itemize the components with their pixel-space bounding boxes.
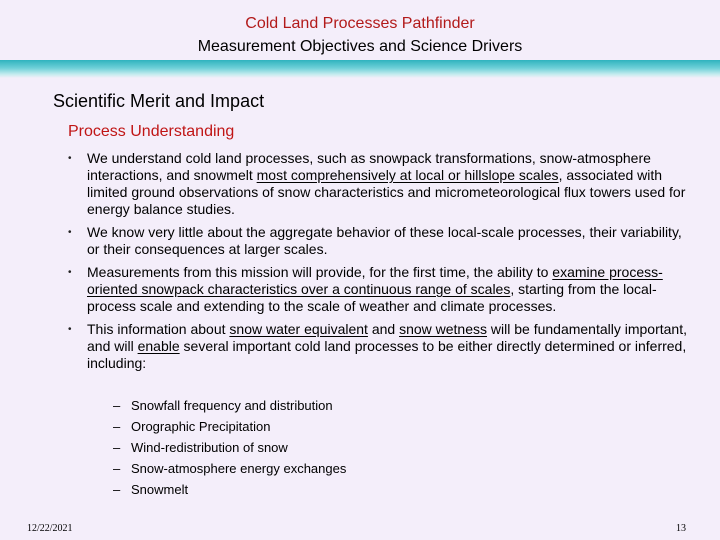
bullet-text: several important cold land processes to be either directly determined or inferred, including: (87, 338, 687, 371)
bullet-text: Measurements from this mission will provide, for the first time, the ability to (87, 264, 553, 280)
sub-bullet-list (113, 397, 347, 502)
bullet-item (68, 321, 694, 372)
bullet-text: This information about (87, 321, 230, 337)
dash-marker-icon: – (113, 398, 121, 413)
bullet-text: will be fundamentally important, and will (87, 321, 688, 354)
bullet-text: and (367, 321, 400, 337)
page-number: 13 (676, 523, 686, 534)
sub-bullet-item (113, 397, 346, 418)
bullet-marker-icon: • (68, 227, 72, 238)
sub-bullet-item (113, 439, 346, 460)
slide-title: Cold Land Processes Pathfinder (245, 15, 475, 32)
bullet-text: We understand cold land processes, such as snowpack transformations, snow-atmosphere interactions, and snowmelt (87, 150, 651, 183)
dash-marker-icon: – (113, 419, 121, 434)
subsection-heading: Process Understanding (68, 123, 235, 140)
dash-marker-icon: – (113, 482, 121, 497)
sub-bullet-item (113, 418, 346, 439)
slide-subtitle: Measurement Objectives and Science Drivers (197, 38, 523, 55)
sub-bullet-text: Wind-redistribution of snow (131, 440, 288, 455)
header-divider-band (0, 60, 720, 78)
underlined-text: examine process-oriented snowpack characteristics over a continuous range of scales (87, 264, 663, 297)
bullet-text: We know very little about the aggregate behavior of these local-scale processes, their variability, or their consequences at larger scales. (87, 224, 682, 257)
bullet-list (68, 150, 694, 378)
bullet-item (68, 224, 694, 258)
underlined-text: snow wetness (399, 321, 488, 337)
bullet-marker-icon: • (68, 324, 72, 335)
sub-bullet-item (113, 481, 346, 502)
underlined-text: most comprehensively at local or hillslope scales (256, 167, 559, 183)
dash-marker-icon: – (113, 461, 121, 476)
underlined-text: enable (137, 338, 180, 354)
sub-bullet-text: Snowmelt (131, 482, 189, 497)
dash-marker-icon: – (113, 440, 121, 455)
sub-bullet-text: Snowfall frequency and distribution (131, 398, 333, 413)
sub-bullet-text: Orographic Precipitation (131, 419, 271, 434)
sub-bullet-text: Snow-atmosphere energy exchanges (131, 461, 347, 476)
bullet-marker-icon: • (68, 267, 72, 278)
footer-date: 12/22/2021 (27, 523, 73, 534)
sub-bullet-item (113, 460, 347, 481)
section-heading: Scientific Merit and Impact (53, 91, 265, 111)
bullet-item (68, 264, 694, 315)
bullet-marker-icon: • (68, 153, 72, 164)
bullet-text: , starting from the local-process scale and extending to the scale of weather and climate processes. (87, 281, 657, 314)
bullet-item (68, 150, 694, 218)
bullet-text: , associated with limited ground observations of snow characteristics and micrometeorological flux towers used for energy balance studies. (87, 167, 686, 217)
underlined-text: snow water equivalent (229, 321, 368, 337)
